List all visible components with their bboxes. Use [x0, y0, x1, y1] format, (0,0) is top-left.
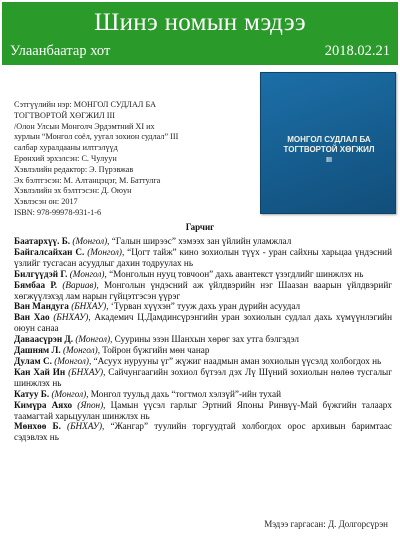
toc-entry — [14, 367, 392, 389]
toc-country: (Монгол) — [87, 246, 122, 257]
toc-title: , Академич Ц.Дамдинсүрэнгийн уран зохиолын судлал дахь хүмүүнлэгийн оюун санаа — [14, 312, 392, 334]
toc-country: (Япон) — [77, 399, 104, 410]
toc-title: , “Монголын нууц товчоон” дахь авантекст үзэгдлийг шинжлэх нь — [104, 268, 364, 279]
toc-entry — [14, 400, 392, 422]
toc-author: Катуу Б. — [14, 388, 50, 399]
book-info-line: Ерөнхий эрхэлсэн: С. Чулуун — [14, 153, 117, 163]
toc-author: Кимүра Аяхо — [14, 399, 73, 410]
table-of-contents — [14, 236, 392, 443]
toc-entry — [14, 421, 392, 443]
toc-entry — [14, 334, 392, 345]
book-info-line: Сэтгүүлийн нэр: МОНГОЛ СУДЛАЛ БА — [14, 100, 157, 109]
book-info-line: ISBN: 978-99978-931-1-6 — [14, 207, 102, 217]
book-info-line: хурлын “Монгол соёл, уугал зохион судлал” III — [14, 132, 179, 142]
toc-title: , “Цогт тайж” кино зохиолын түүх - уран сайхны харьцаа үндэсний үзлийг тусгасан асуудлыг дахин тодруулах нь — [14, 246, 392, 268]
book-info-line: салбар хуралдааны илтгэлүүд — [14, 143, 118, 153]
toc-author: Ван Мандуга — [14, 301, 69, 312]
toc-author: Ван Хао — [14, 312, 50, 323]
toc-entry — [14, 247, 392, 269]
book-info-line: /Олон Улсын Монголч Эрдэмтний XI их — [14, 121, 155, 131]
toc-country: (Монгол) — [62, 345, 98, 356]
book-info-line: ТОГТВОРТОЙ ХӨГЖИЛ III — [14, 110, 115, 120]
toc-entry — [14, 269, 392, 280]
toc-country: (БНХАУ) — [68, 366, 104, 377]
book-cover-image — [260, 72, 396, 214]
toc-author: Бямбаа Р. — [14, 279, 58, 290]
toc-entry — [14, 312, 392, 334]
toc-title: , Монгол туульд дахь “тогтмол хэлзүй”-ийн тухай — [86, 388, 282, 399]
book-info-line: Хэвлэлийн эх бэлтгэсэн: Д. Оюун — [14, 186, 132, 196]
toc-title: , Монголын үндэсний аж үйлдвэрийн нэг Шаазан ваарын үйлдвэрийг хөгжүүлэхэд лам нарын гүйцэтгэсэн үүрэг — [14, 279, 393, 301]
toc-entry — [14, 236, 392, 247]
location-label: Улаанбаатар хот — [10, 43, 111, 59]
book-info-line: Хэвлэлийн редактор: Э. Пүрэвжав — [14, 164, 134, 174]
toc-title: , ‘Турван хүүхэн” тууж дахь уран дүрийн асуудал — [106, 301, 301, 312]
toc-country: (Вариав) — [62, 279, 97, 290]
book-info — [14, 100, 262, 219]
toc-title: , “Галын ширээс” хэмээх зан үйлийн уламжлал — [107, 236, 292, 246]
toc-author: Байгалсайхан С. — [14, 246, 85, 257]
toc-country: (Монгол) — [72, 236, 108, 246]
toc-author: Дулам С. — [14, 355, 52, 366]
toc-title: , Сайчунгаагийн зохиол бүтээл дэх Лү Шүний зохиолын нөлөө тусгалыг шинжлэх нь — [14, 366, 392, 388]
toc-title: , Цамын үүсэл гарлыг Эртний Японы Ринвүү-Май бүжгийн талаарх таамагтай харьцуулан шинжлэх нь — [14, 399, 392, 421]
toc-author: Мөнхөө Б. — [14, 421, 61, 432]
toc-country: (Монгол) — [51, 388, 87, 399]
toc-heading: Гарчиг — [185, 222, 215, 232]
toc-title: , Тойрон бүжгийн мөн чанар — [97, 345, 210, 356]
toc-title: , Суурины эзэн Шанхын хөрөг зах утга бэлгэдэл — [110, 334, 299, 345]
toc-author: Дашням Л. — [14, 345, 61, 356]
cover-title: МОНГОЛ СУДЛАЛ БА ТОГТВОРТОЙ ХӨГЖИЛ — [283, 135, 375, 154]
toc-country: (Монгол) — [54, 355, 89, 366]
header-banner — [2, 2, 398, 65]
toc-author: Баатархүү. Б. — [14, 236, 71, 246]
toc-entry — [14, 389, 392, 400]
toc-entry — [14, 301, 392, 312]
book-info-line: Хэвлэсэн он: 2017 — [14, 197, 78, 207]
book-info-line: Эх бэлтгэсэн: М. Алтанцэцэг, М. Баттулга — [14, 175, 161, 185]
page-title: Шинэ номын мэдээ — [94, 9, 306, 36]
toc-entry — [14, 356, 392, 367]
toc-title: , “Асуух нурууны үг” жүжиг наадмын аман зохиолын үүсэлд холбогдох нь — [88, 355, 382, 366]
toc-title: , “Жангар” туулийн торгуудтай холбогдох орос архивын баримтаас сэдэвлэх нь — [14, 421, 392, 443]
footer-credit: Мэдээ гаргасан: Д. Долгорсүрэн — [264, 519, 388, 529]
toc-country: (Монгол) — [69, 268, 105, 279]
toc-country: (БНХАУ) — [71, 301, 107, 312]
toc-country: (БНХАУ) — [53, 312, 89, 323]
toc-country: (Монгол) — [75, 334, 111, 345]
date-label: 2018.02.21 — [324, 43, 390, 59]
toc-author: Даваасүрэн Д. — [14, 334, 74, 345]
toc-entry — [14, 345, 392, 356]
cover-volume: III — [326, 157, 332, 164]
toc-author: Кан Хай Ин — [14, 366, 66, 377]
toc-author: Билгүүдэй Г. — [14, 268, 68, 279]
toc-entry — [14, 280, 392, 302]
toc-country: (БНХАУ) — [67, 421, 103, 432]
